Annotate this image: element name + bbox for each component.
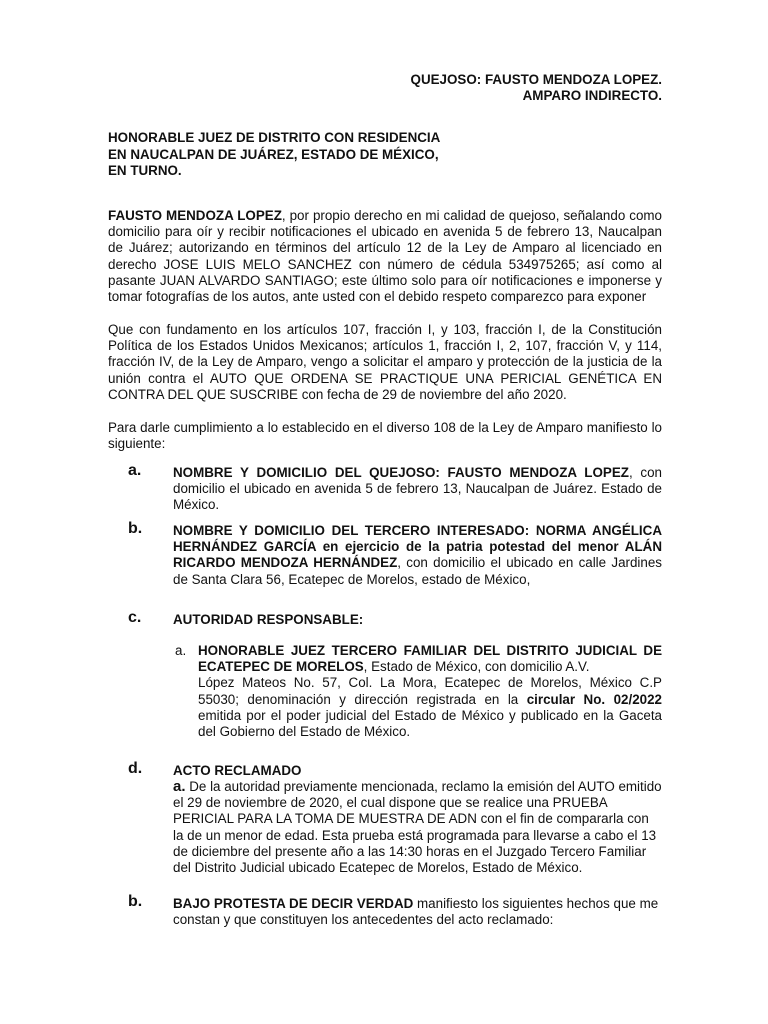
case-header bbox=[300, 72, 662, 104]
item-text: manifiesto los siguientes hechos que me constan y que constituyen los antecedentes del acto reclamado: bbox=[173, 896, 659, 928]
item-autoridad bbox=[108, 609, 662, 628]
item-body bbox=[173, 896, 662, 928]
item-heading: BAJO PROTESTA DE DECIR VERDAD bbox=[173, 896, 414, 911]
autoridad-detail bbox=[173, 643, 662, 740]
item-tercero-interesado bbox=[108, 520, 662, 588]
amparo-type-line: AMPARO INDIRECTO. bbox=[522, 88, 662, 103]
circular-number: circular No. 02/2022 bbox=[526, 691, 662, 707]
addressee-line-3: EN TURNO. bbox=[108, 163, 182, 178]
addressee-line-2: EN NAUCALPAN DE JUÁREZ, ESTADO DE MÉXICO, bbox=[108, 146, 439, 162]
autoridad-text-3: emitida por el poder judicial del Estado de México y publicado en la Gaceta del Gobierno del Estado de México. bbox=[198, 707, 662, 740]
item-text: , con domicilio el ubicado en avenida 5 de febrero 13, Naucalpan de Juárez. Estado de México. bbox=[173, 465, 663, 513]
item-heading: NOMBRE Y DOMICILIO DEL TERCERO INTERESADO: NORMA ANGÉLICA HERNÁNDEZ GARCÍA en ejercicio de la patria potestad del menor ALÁN RICARDO MENDOZA HERNÁNDEZ bbox=[173, 523, 662, 571]
item-heading: AUTORIDAD RESPONSABLE: bbox=[173, 612, 364, 627]
item-acto-reclamado bbox=[108, 760, 662, 779]
acto-detail bbox=[108, 779, 662, 876]
item-letter: c. bbox=[128, 609, 142, 626]
autoridad-text-2: López Mateos No. 57, Col. La Mora, Ecatepec de Morelos, México C.P 55030; denominación y dirección registrada en la bbox=[198, 675, 662, 707]
addressee-line-1: HONORABLE JUEZ DE DISTRITO CON RESIDENCIA bbox=[108, 130, 441, 145]
item-letter: d. bbox=[128, 760, 143, 777]
item-heading: ACTO RECLAMADO bbox=[173, 763, 302, 778]
item-heading: NOMBRE Y DOMICILIO DEL QUEJOSO: FAUSTO MENDOZA LOPEZ bbox=[173, 465, 629, 480]
item-letter: b. bbox=[128, 520, 143, 537]
addressee-block bbox=[108, 130, 508, 180]
item-protesta bbox=[108, 893, 662, 928]
autoridad-name: HONORABLE JUEZ TERCERO FAMILIAR DEL DISTRITO JUDICIAL DE ECATEPEC DE MORELOS bbox=[198, 643, 662, 675]
acto-text: De la autoridad previamente mencionada, reclamo la emisión del AUTO emitido el 29 de noviembre de 2020, el cual dispone que se realice una PRUEBA PERICIAL PARA LA TOMA DE MUESTRA DE ADN con el fin de compararla con la de un menor de edad. Esta prueba está programada para llevarse a cabo el 13 de diciembre del presente año a las 14:30 horas en el Juzgado Tercero Familiar del Distrito Judicial ubicado Ecatepec de Morelos, Estado de México. bbox=[173, 779, 662, 876]
subitem-body bbox=[198, 643, 662, 740]
intro-paragraph bbox=[108, 208, 662, 305]
item-text: , con domicilio el ubicado en calle Jardines de Santa Clara 56, Ecatepec de Morelos, estado de México, bbox=[173, 555, 662, 587]
cumplimiento-paragraph: Para darle cumplimiento a lo establecido en el diverso 108 de la Ley de Amparo manifiesto lo siguiente: bbox=[108, 420, 662, 452]
fundamento-paragraph: Que con fundamento en los artículos 107, fracción I, y 103, fracción I, de la Constitución Política de los Estados Unidos Mexicanos; artículos 1, fracción I, 2, 107, fracción V, y 114, fracción IV, de la Ley de Amparo, vengo a solicitar el amparo y protección de la justicia de la unión contra el AUTO QUE ORDENA SE PRACTIQUE UNA PERICIAL GENÉTICA EN CONTRA DEL QUE SUSCRIBE con fecha de 29 de noviembre del año 2020. bbox=[108, 322, 662, 402]
intro-text: , por propio derecho en mi calidad de quejoso, señalando como domicilio para oír y recibir notificaciones el ubicado en avenida 5 de febrero 13, Naucalpan de Juárez; autorizando en términos del artículo 12 de la Ley de Amparo al licenciado en derecho JOSE LUIS MELO SANCHEZ con número de cédula 534975265; así como al pasante JUAN ALVARDO SANTIAGO; este último solo para oír notificaciones e imponerse y tomar fotografías de los autos, ante usted con el debido respeto comparezco para exponer bbox=[108, 208, 663, 305]
item-body bbox=[173, 465, 662, 514]
acto-letter: a. bbox=[173, 778, 186, 795]
intro-name: FAUSTO MENDOZA LOPEZ bbox=[108, 208, 282, 223]
subitem-letter: a. bbox=[175, 643, 187, 658]
item-body bbox=[173, 523, 662, 588]
item-letter: b. bbox=[128, 893, 143, 910]
quejoso-line: QUEJOSO: FAUSTO MENDOZA LOPEZ. bbox=[410, 72, 662, 87]
item-quejoso bbox=[108, 462, 663, 514]
item-body bbox=[173, 763, 662, 779]
autoridad-text-1: , Estado de México, con domicilio A.V. bbox=[363, 659, 590, 675]
acto-body bbox=[173, 779, 662, 876]
item-body bbox=[173, 612, 662, 628]
item-letter: a. bbox=[128, 462, 142, 479]
